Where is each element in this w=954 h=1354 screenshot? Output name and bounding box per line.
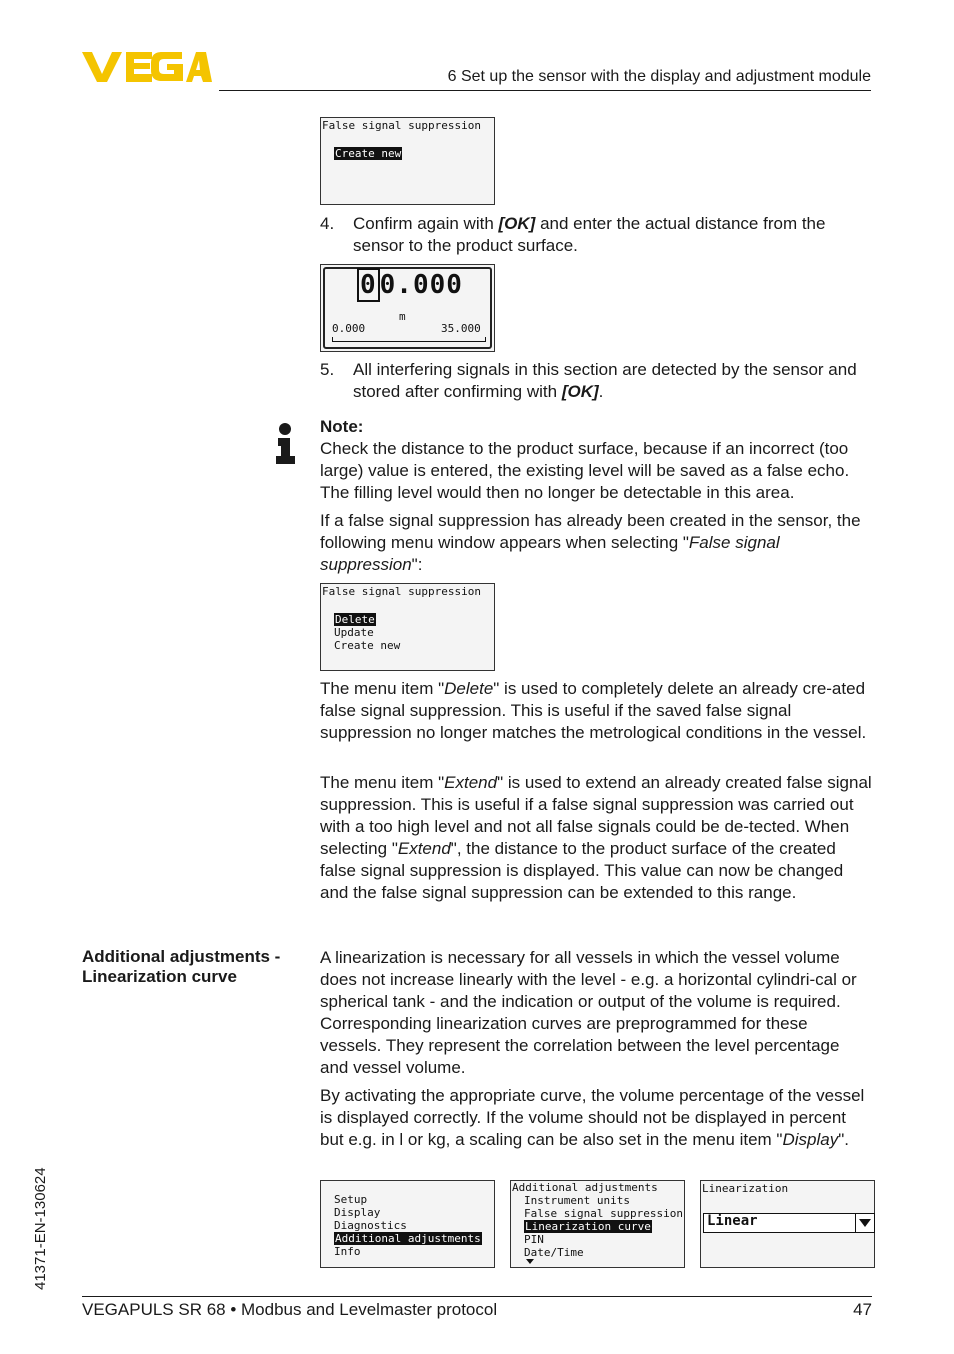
step-number: 4. <box>320 214 335 233</box>
unit-label: m <box>399 310 406 323</box>
paragraph-activation <box>320 1085 872 1151</box>
lcd-menu-item-update: Update <box>334 626 374 639</box>
vega-logo <box>82 48 212 84</box>
step-5-text-pre: All interfering signals in this section are detected by the sensor and stored after confirming with <box>353 360 857 401</box>
text-span: " is used to completely delete an already cre-ated false signal suppression. This is useful if the saved false signal suppression no longer matches the metrological conditions in the vessel. <box>320 679 867 742</box>
text-span: " is used to extend an already created false signal suppression. This is useful if a false signal suppression was carried out with a too high level and not all false signals could be de-tected. When selecting " <box>320 773 872 858</box>
step-5-text-post: . <box>598 382 604 401</box>
ok-key: [OK] <box>498 214 536 233</box>
lcd-title: Additional adjustments <box>512 1181 658 1194</box>
paragraph-delete <box>320 678 872 744</box>
lcd-linearization <box>700 1180 875 1268</box>
distance-value-rest: 0.000 <box>379 270 463 300</box>
step-4-text-pre: Confirm again with <box>353 214 499 233</box>
document-code: 41371-EN-130624 <box>32 1167 49 1290</box>
lcd-menu-item-delete: Delete <box>335 613 375 626</box>
text-span: ". <box>838 1130 849 1149</box>
header-divider <box>219 90 871 91</box>
lcd-title: False signal suppression <box>322 119 481 132</box>
linearization-select-value: Linear <box>707 1213 758 1229</box>
text-span: The menu item " <box>320 773 445 792</box>
lcd-distance-entry <box>320 264 495 352</box>
step-number: 5. <box>320 360 335 379</box>
menu-name: Extend <box>444 773 498 792</box>
scroll-down-icon <box>526 1259 534 1264</box>
step-4-text-post: and enter the actual distance from the sensor to the product surface. <box>353 214 826 255</box>
text-span: By activating the appropriate curve, the volume percentage of the vessel is displayed correctly. If the volume should not be displayed in percent but e.g. in l or kg, a scaling can be also set in the menu item " <box>320 1086 865 1149</box>
lcd-menu-item: Setup <box>334 1193 368 1206</box>
lcd-menu-item: PIN <box>524 1233 544 1246</box>
menu-name: Delete <box>444 679 494 698</box>
cursor-digit: 0 <box>357 268 380 302</box>
section-heading: Additional adjustments - Linearization curve <box>82 947 281 986</box>
lcd-menu-item-selected: Additional adjustments <box>335 1232 481 1245</box>
text-span: If a false signal suppression has already been created in the sensor, the following menu window appears when selecting " <box>320 511 861 552</box>
lcd-menu-item: Instrument units <box>524 1194 630 1207</box>
range-scale <box>332 337 486 342</box>
lcd-title: False signal suppression <box>322 585 481 598</box>
text-span: The menu item " <box>320 679 445 698</box>
lcd-menu-item: Date/Time <box>524 1246 584 1259</box>
lcd-menu-item-selected: Linearization curve <box>525 1220 651 1233</box>
lcd-additional-adjustments <box>510 1180 685 1268</box>
lcd-title: Linearization <box>702 1182 789 1195</box>
step-5-text <box>353 359 873 403</box>
distance-value <box>357 270 463 300</box>
text-span: ", the distance to the product surface of the created false signal suppression is displayed. This value can now be changed and the false signal suppression can be extended to this range. <box>320 839 844 902</box>
note-text: Check the distance to the product surface, because if an incorrect (too large) value is entered, the existing level will be saved as a false echo. The filling level would then no longer be detectable in this area. <box>320 439 850 502</box>
menu-name: Display <box>782 1130 839 1149</box>
lcd-menu-item: Display <box>334 1206 381 1219</box>
lcd-menu-item-create: Create new <box>334 639 401 652</box>
lcd-menu-item-selected: Create new <box>335 147 402 160</box>
lcd-main-menu <box>320 1180 495 1268</box>
text-span: ": <box>411 555 423 574</box>
footer-divider <box>82 1296 872 1297</box>
menu-name: False signal suppression <box>320 533 780 574</box>
lcd-false-signal-menu <box>320 583 495 671</box>
linearization-select <box>703 1213 875 1233</box>
info-icon <box>276 422 296 464</box>
lcd-false-signal-create <box>320 117 495 205</box>
paragraph-existing-suppression <box>320 510 872 576</box>
note-heading: Note: <box>320 417 364 436</box>
paragraph-linearization: A linearization is necessary for all vessels in which the vessel volume does not increase linearly with the level - e.g. a horizontal cylindri-cal or spherical tank - and the indication or output of the volume is required. Corresponding linearization curves are preprogrammed for these vessels. They represent the correlation between the level percentage and vessel volume. <box>320 948 857 1077</box>
chapter-title: 6 Set up the sensor with the display and adjustment module <box>447 68 871 85</box>
page-number: 47 <box>853 1300 872 1319</box>
menu-name: Extend <box>397 839 451 858</box>
lcd-menu-item: False signal suppression <box>524 1207 683 1220</box>
footer-product: VEGAPULS SR 68 • Modbus and Levelmaster protocol <box>82 1300 498 1319</box>
lcd-menu-item: Diagnostics <box>334 1219 407 1232</box>
lcd-menu-item: Info <box>334 1245 361 1258</box>
range-min: 0.000 <box>332 322 366 335</box>
range-max: 35.000 <box>441 322 481 335</box>
paragraph-extend <box>320 772 876 904</box>
step-4-text <box>353 213 873 257</box>
ok-key: [OK] <box>561 382 599 401</box>
dropdown-arrow-icon <box>855 1214 874 1232</box>
